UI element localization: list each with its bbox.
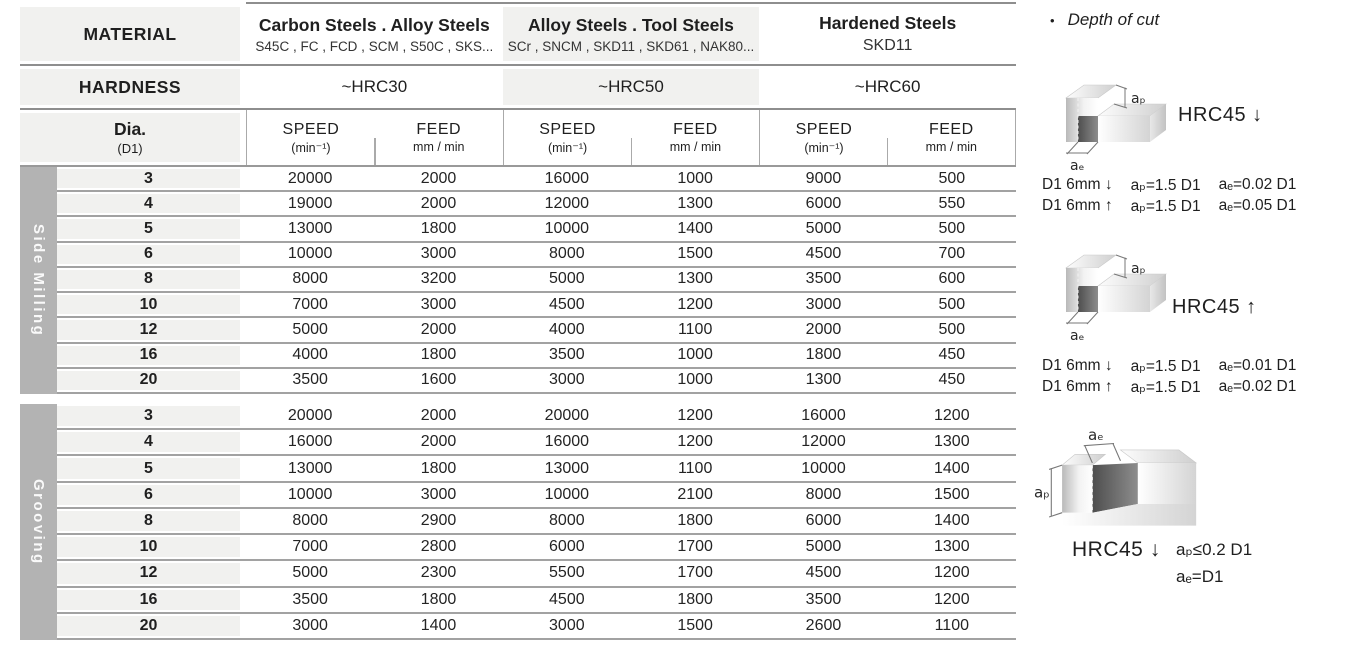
bullet-icon: •: [1050, 12, 1055, 28]
feed-cell: 1800: [677, 590, 713, 608]
feed-cell: 1400: [934, 511, 970, 529]
hardness-row: [20, 66, 1016, 110]
ap-dimension-label: aₚ: [1131, 91, 1146, 107]
material-group-hardened-steels: [759, 4, 1016, 64]
speed-cell: 6000: [805, 511, 842, 529]
dia-cell: 12: [57, 561, 240, 585]
feed-cell: 1800: [420, 220, 457, 238]
speed-cell: 5000: [292, 564, 328, 582]
dia-cell: 20: [57, 369, 240, 392]
speed-cell: 5500: [549, 564, 585, 582]
hrc-condition-label: HRC45 ↑: [1172, 296, 1257, 318]
grooving-ae-spec: aₑ=D1: [1176, 567, 1224, 586]
material-group-alloy-steels: [503, 4, 760, 64]
feed-cell: 1500: [934, 485, 970, 503]
hardness-value-hrc60: [759, 66, 1016, 108]
feed-cell: 3000: [420, 485, 457, 503]
speed-cell: 3500: [805, 270, 842, 288]
table-row: [57, 509, 1016, 535]
feed-cell: 1000: [677, 169, 713, 187]
dia-cell: 6: [57, 243, 240, 266]
note-condition: D1 6mm ↓: [1042, 357, 1113, 374]
speed-cell: 3500: [292, 371, 328, 389]
dia-cell: 16: [57, 588, 240, 612]
speed-cell: 3000: [549, 371, 585, 389]
speed-cell: 1800: [805, 346, 842, 364]
speed-unit: (min⁻¹): [804, 140, 844, 155]
material-row-label-cell: [20, 4, 240, 64]
feed-cell: 2900: [420, 511, 457, 529]
speed-cell: 16000: [544, 433, 590, 451]
feed-cell: 1100: [677, 320, 713, 338]
feed-cell: 550: [938, 194, 966, 212]
table-row: [57, 483, 1016, 509]
hardness-row-label-cell: [20, 66, 240, 108]
note-ap: aₚ=1.5 D1: [1130, 177, 1201, 194]
note-ae: aₑ=0.02 D1: [1218, 176, 1297, 193]
feed-cell: 2000: [420, 194, 457, 212]
group-grades: SKD11: [862, 37, 913, 54]
feed-cell: 1700: [677, 564, 713, 582]
table-row: [57, 344, 1016, 369]
group-title: Alloy Steels . Tool Steels: [528, 14, 734, 35]
material-group-carbon-steels: [246, 4, 503, 64]
speed-cell: 4000: [292, 346, 328, 364]
cut-diagram-grooving: [1034, 424, 1234, 548]
feed-cell: 2100: [677, 485, 713, 503]
ae-dimension-label: aₑ: [1088, 426, 1104, 445]
column-header-row: [20, 110, 1016, 167]
speed-cell: 10000: [544, 220, 590, 238]
speed-cell: 4500: [549, 295, 585, 313]
feed-cell: 1200: [934, 590, 970, 608]
dia-cell: 5: [57, 217, 240, 240]
cut-diagram-side-milling-down: [1052, 78, 1182, 183]
speed-cell: 4500: [805, 245, 842, 263]
feed-label: FEED: [928, 121, 974, 138]
hrc-condition-label: HRC45 ↓: [1072, 538, 1161, 561]
speed-cell: 20000: [287, 169, 333, 187]
dia-cell: 8: [57, 268, 240, 291]
feed-cell: 1200: [677, 433, 713, 451]
note-condition: D1 6mm ↓: [1042, 176, 1113, 193]
speed-header: [504, 110, 632, 165]
speed-feed-group-3: [759, 110, 1016, 165]
table-row: [57, 318, 1016, 343]
speed-header: [247, 110, 375, 165]
speed-cell: 20000: [287, 407, 333, 425]
speed-header: [760, 110, 887, 165]
dia-cell: 10: [57, 535, 240, 559]
feed-cell: 1400: [420, 616, 457, 634]
grooving-ap-spec: aₚ≤0.2 D1: [1176, 540, 1253, 559]
speed-cell: 10000: [287, 245, 333, 263]
step-block-diagram: [1052, 248, 1182, 348]
feed-cell: 1200: [677, 295, 713, 313]
feed-cell: 1600: [420, 371, 457, 389]
feed-cell: 1000: [677, 346, 713, 364]
speed-cell: 7000: [292, 538, 328, 556]
speed-cell: 5000: [292, 320, 328, 338]
depth-of-cut-title-text: Depth of cut: [1067, 10, 1160, 29]
material-row: [20, 4, 1016, 66]
section-label-strip: [20, 167, 57, 394]
feed-cell: 1400: [677, 220, 713, 238]
feed-cell: 1800: [420, 590, 457, 608]
feed-header: [888, 110, 1015, 165]
group-grades: SCr , SNCM , SKD11 , SKD61 , NAK80...: [507, 38, 755, 54]
feed-label: FEED: [416, 121, 462, 138]
speed-cell: 4500: [549, 590, 585, 608]
speed-cell: 8000: [549, 245, 585, 263]
speed-cell: 7000: [292, 295, 328, 313]
hardness-values: [246, 66, 1016, 108]
ae-dimension-label: aₑ: [1070, 158, 1085, 174]
dia-cell: 10: [57, 293, 240, 316]
speed-cell: 6000: [805, 194, 842, 212]
feed-cell: 1200: [677, 407, 713, 425]
feed-cell: 450: [938, 371, 966, 389]
feed-unit: mm / min: [413, 140, 465, 154]
feed-cell: 500: [938, 320, 966, 338]
ae-dimension-label: aₑ: [1070, 328, 1085, 344]
speed-cell: 12000: [801, 433, 846, 451]
hardness-value: ~HRC30: [341, 77, 408, 96]
speed-cell: 1300: [805, 371, 842, 389]
cutting-conditions-table: [20, 4, 1016, 640]
table-row: [57, 404, 1016, 430]
feed-cell: 1100: [677, 459, 713, 477]
hardness-value-hrc30: [246, 66, 503, 108]
table-row: [57, 456, 1016, 482]
feed-cell: 1300: [677, 194, 713, 212]
table-row: [57, 369, 1016, 394]
speed-cell: 2600: [805, 616, 842, 634]
dia-cell: 20: [57, 614, 240, 638]
note-line: [1042, 378, 1296, 397]
feed-cell: 450: [938, 346, 966, 364]
feed-cell: 1700: [677, 538, 713, 556]
speed-cell: 5000: [805, 538, 842, 556]
dia-sub-label: (D1): [117, 141, 143, 156]
table-row: [57, 293, 1016, 318]
feed-cell: 1800: [420, 459, 457, 477]
feed-cell: 2800: [420, 538, 457, 556]
feed-cell: 1200: [934, 407, 970, 425]
speed-cell: 4000: [549, 320, 585, 338]
note-ap: aₚ=1.5 D1: [1130, 358, 1201, 375]
speed-cell: 3000: [292, 616, 328, 634]
note-line: [1042, 357, 1296, 376]
table-row: [57, 192, 1016, 217]
speed-cell: 5000: [805, 220, 842, 238]
speed-cell: 16000: [544, 169, 590, 187]
group-grades: S45C , FC , FCD , SCM , S50C , SKS...: [255, 38, 494, 54]
note-line: [1042, 176, 1296, 195]
speed-feed-headers: [246, 110, 1016, 165]
speed-label: SPEED: [539, 120, 596, 138]
feed-cell: 1300: [934, 433, 970, 451]
speed-cell: 10000: [287, 485, 333, 503]
dia-cell: 12: [57, 318, 240, 341]
speed-cell: 16000: [287, 433, 333, 451]
table-row: [57, 614, 1016, 640]
feed-cell: 2000: [420, 169, 457, 187]
speed-cell: 5000: [549, 270, 585, 288]
table-row: [57, 588, 1016, 614]
note-ap: aₚ=1.5 D1: [1130, 379, 1201, 396]
speed-cell: 16000: [801, 407, 846, 425]
dia-cell: 5: [57, 456, 240, 480]
speed-cell: 4500: [805, 564, 842, 582]
material-label: MATERIAL: [83, 23, 177, 44]
material-groups: [246, 4, 1016, 64]
hrc-condition-label: HRC45 ↓: [1178, 104, 1263, 126]
speed-unit: (min⁻¹): [547, 140, 588, 155]
speed-cell: 9000: [805, 169, 842, 187]
feed-cell: 600: [938, 270, 966, 288]
feed-header: [631, 110, 759, 165]
speed-cell: 3500: [292, 590, 328, 608]
hardness-label: HARDNESS: [78, 76, 182, 97]
hardness-value: ~HRC50: [598, 77, 664, 96]
table-row: [57, 217, 1016, 242]
dia-cell: 4: [57, 192, 240, 215]
ap-dimension-label: aₚ: [1034, 483, 1050, 502]
feed-cell: 1800: [420, 346, 457, 364]
note-ae: aₑ=0.05 D1: [1218, 197, 1297, 214]
table-row: [57, 167, 1016, 192]
speed-cell: 13000: [287, 220, 333, 238]
dia-cell: 3: [57, 404, 240, 428]
feed-cell: 700: [938, 245, 966, 263]
note-ae: aₑ=0.01 D1: [1218, 357, 1297, 374]
group-title: Hardened Steels: [819, 13, 957, 33]
table-row: [57, 535, 1016, 561]
table-row: [57, 561, 1016, 587]
dia-cell: 16: [57, 344, 240, 367]
feed-cell: 500: [938, 169, 966, 187]
hardness-value: ~HRC60: [854, 77, 921, 96]
speed-cell: 3500: [805, 590, 842, 608]
feed-unit: mm / min: [669, 140, 722, 154]
note-condition: D1 6mm ↑: [1042, 197, 1113, 214]
feed-cell: 3200: [420, 270, 457, 288]
table-row: [57, 268, 1016, 293]
feed-cell: 1200: [934, 564, 970, 582]
speed-cell: 12000: [544, 194, 590, 212]
speed-label: SPEED: [795, 120, 853, 138]
groove-block-diagram: [1034, 424, 1234, 543]
speed-cell: 8000: [805, 485, 842, 503]
dia-cell: 4: [57, 430, 240, 454]
table-row: [57, 243, 1016, 268]
feed-unit: mm / min: [925, 140, 977, 154]
feed-label: FEED: [673, 121, 718, 138]
cut-diagram-side-milling-up: [1052, 248, 1182, 353]
table-row: [57, 430, 1016, 456]
feed-cell: 2000: [420, 320, 457, 338]
depth-of-cut-title: [1050, 10, 1159, 30]
step-block-diagram: [1052, 78, 1182, 178]
feed-cell: 2300: [420, 564, 457, 582]
section-grooving: [20, 404, 1016, 640]
dia-cell: 3: [57, 167, 240, 190]
speed-cell: 8000: [549, 511, 585, 529]
note-ae: aₑ=0.02 D1: [1218, 378, 1297, 395]
speed-unit: (min⁻¹): [291, 140, 331, 155]
speed-label: SPEED: [282, 120, 340, 138]
section-label: Grooving: [30, 478, 47, 566]
speed-cell: 19000: [287, 194, 333, 212]
ap-dimension-label: aₚ: [1131, 261, 1146, 277]
section-label-strip: [20, 404, 57, 640]
section-side-milling: [20, 167, 1016, 394]
speed-cell: 8000: [292, 270, 328, 288]
speed-cell: 2000: [805, 320, 842, 338]
dia-cell: 8: [57, 509, 240, 533]
speed-cell: 8000: [292, 511, 328, 529]
hardness-value-hrc50: [503, 66, 760, 108]
speed-feed-group-1: [246, 110, 503, 165]
feed-cell: 1000: [677, 371, 713, 389]
speed-feed-group-2: [503, 110, 760, 165]
speed-cell: 13000: [287, 459, 333, 477]
feed-cell: 1500: [677, 616, 713, 634]
speed-cell: 13000: [544, 459, 590, 477]
feed-cell: 3000: [420, 245, 457, 263]
note-line: [1042, 197, 1296, 216]
feed-cell: 3000: [420, 295, 457, 313]
note-ap: aₚ=1.5 D1: [1130, 198, 1201, 215]
note-condition: D1 6mm ↑: [1042, 378, 1113, 395]
feed-cell: 2000: [420, 433, 457, 451]
feed-cell: 1400: [934, 459, 970, 477]
speed-cell: 10000: [801, 459, 846, 477]
speed-cell: 6000: [549, 538, 585, 556]
feed-cell: 1300: [934, 538, 970, 556]
feed-cell: 1800: [677, 511, 713, 529]
speed-cell: 10000: [544, 485, 590, 503]
feed-cell: 2000: [420, 407, 457, 425]
speed-cell: 3000: [805, 295, 842, 313]
section-label: Side Milling: [30, 223, 47, 338]
speed-cell: 3000: [549, 616, 585, 634]
group-title: Carbon Steels . Alloy Steels: [258, 14, 490, 35]
feed-cell: 1500: [677, 245, 713, 263]
feed-cell: 1300: [677, 270, 713, 288]
feed-header: [375, 110, 503, 165]
dia-header-cell: [20, 110, 240, 165]
speed-cell: 3500: [549, 346, 585, 364]
section-rows: [57, 404, 1016, 640]
feed-cell: 1100: [934, 616, 969, 634]
feed-cell: 500: [938, 295, 966, 313]
dia-cell: 6: [57, 483, 240, 507]
speed-cell: 20000: [544, 407, 590, 425]
dia-label: Dia.: [113, 119, 147, 139]
section-rows: [57, 167, 1016, 394]
feed-cell: 500: [938, 220, 966, 238]
